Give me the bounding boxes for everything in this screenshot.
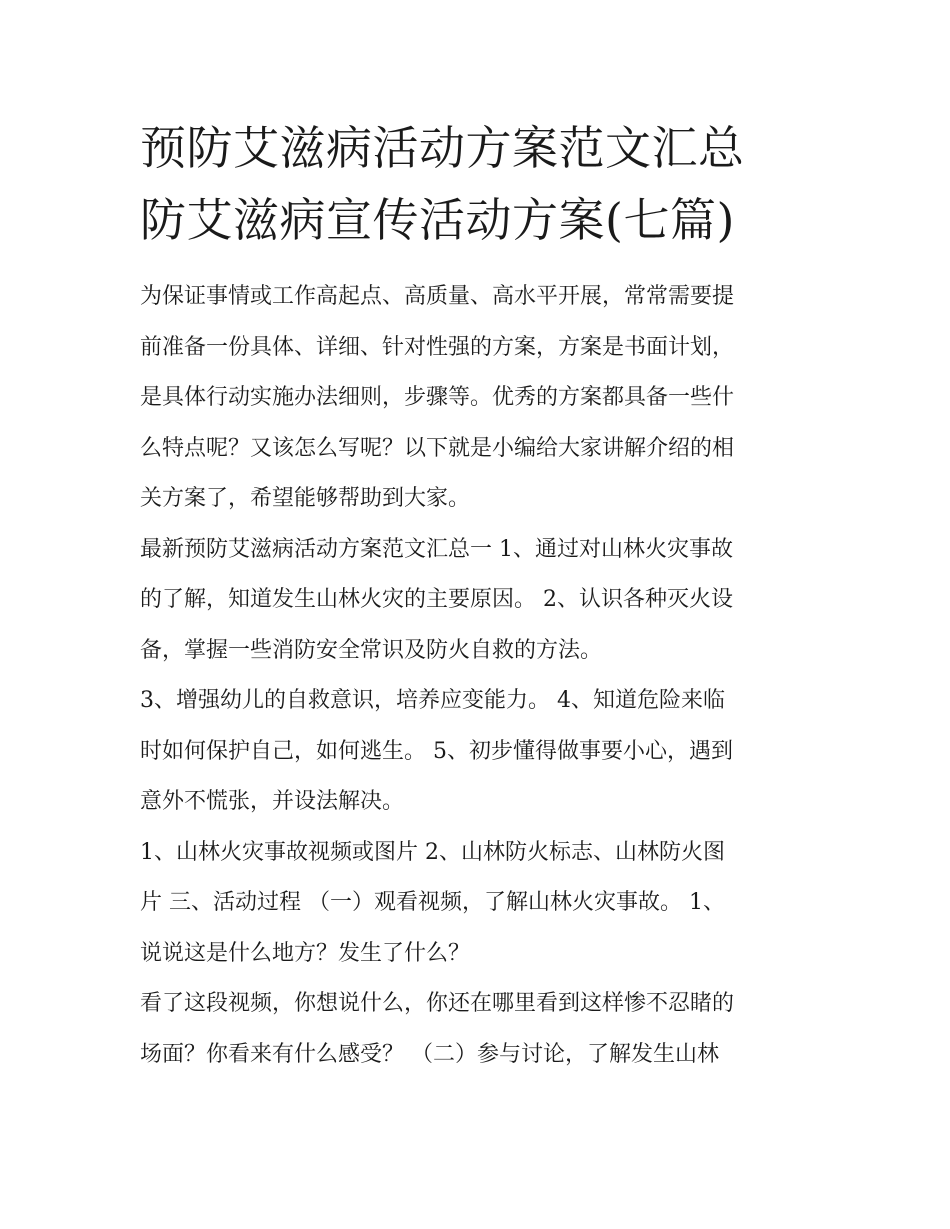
text-line: 是具体行动实施办法细则，步骤等。优秀的方案都具备一些什 <box>140 385 735 410</box>
paragraph-goals-cont <box>140 676 820 828</box>
text-line: 场面？你看来有什么感受？ （二）参与讨论，了解发生山林 <box>140 1041 719 1067</box>
document-body <box>140 272 820 1080</box>
document-page <box>140 112 820 1080</box>
paragraph-intro <box>140 272 820 525</box>
text-line: 为保证事情或工作高起点、高质量、高水平开展，常常需要提 <box>140 284 735 309</box>
text-line: 意外不慌张，并设法解决。 <box>140 789 405 814</box>
text-line: 备，掌握一些消防安全常识及防火自救的方法。 <box>140 637 603 663</box>
text-line: 么特点呢？又该怎么写呢？以下就是小编给大家讲解介绍的相 <box>140 435 735 461</box>
text-line: 看了这段视频，你想说什么，你还在哪里看到这样惨不忍睹的 <box>140 991 735 1016</box>
text-line: 前准备一份具体、详细、针对性强的方案，方案是书面计划， <box>140 334 735 360</box>
title-line: 防艾滋病宣传活动方案(七篇) <box>140 193 735 247</box>
text-line: 3、增强幼儿的自救意识，培养应变能力。 4、知道危险来临 <box>140 688 725 713</box>
paragraph-goals <box>140 525 820 677</box>
text-line: 关方案了，希望能够帮助到大家。 <box>140 486 471 511</box>
document-title <box>140 112 820 256</box>
title-line: 预防艾滋病活动方案范文汇总 <box>140 121 745 175</box>
paragraph-discussion <box>140 979 820 1080</box>
text-line: 片 三、活动过程 （一）观看视频，了解山林火灾事故。 1、 <box>140 890 725 915</box>
text-line: 的了解，知道发生山林火灾的主要原因。 2、认识各种灭火设 <box>140 587 733 612</box>
text-line: 说说这是什么地方？发生了什么？ <box>140 940 471 966</box>
paragraph-materials <box>140 828 820 980</box>
text-line: 最新预防艾滋病活动方案范文汇总一 1、通过对山林火灾事故 <box>140 536 733 562</box>
text-line: 时如何保护自己，如何逃生。 5、初步懂得做事要小心，遇到 <box>140 738 733 764</box>
text-line: 1、山林火灾事故视频或图片 2、山林防火标志、山林防火图 <box>140 839 725 865</box>
